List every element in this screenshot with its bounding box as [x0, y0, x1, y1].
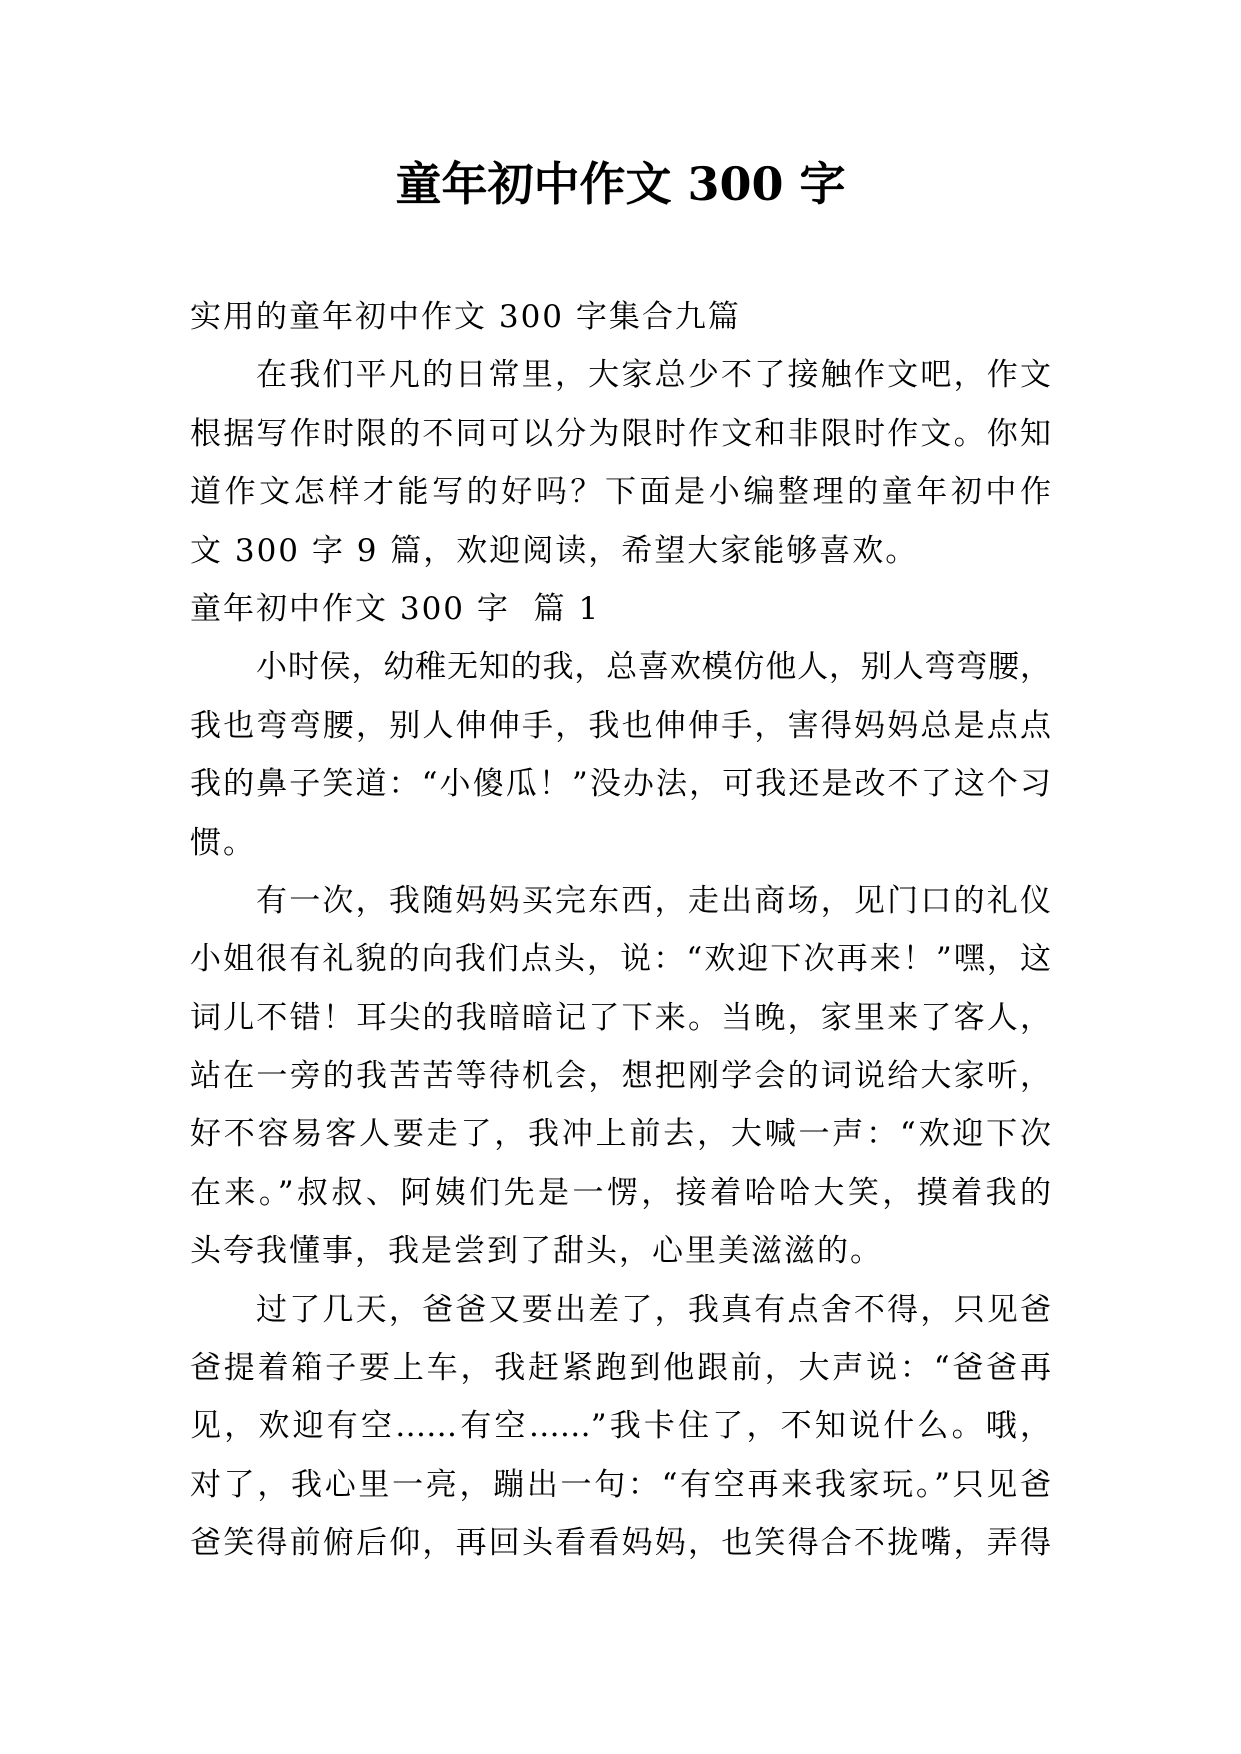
text-line: 惯。	[190, 824, 256, 861]
intro-paragraph	[190, 346, 1051, 580]
text-line: 在我们平凡的日常里，大家总少不了接触作文吧，作文	[256, 357, 1051, 394]
text-line: 站在一旁的我苦苦等待机会，想把刚学会的词说给大家听，	[190, 1058, 1051, 1095]
text-line: 爸提着箱子要上车，我赶紧跑到他跟前，大声说：“爸爸再	[190, 1350, 1051, 1387]
section-heading: 童年初中作文 300 字 篇 1	[190, 590, 601, 627]
text-line: 在来。”叔叔、阿姨们先是一愣，接着哈哈大笑，摸着我的	[190, 1174, 1051, 1211]
collection-line: 实用的童年初中作文 300 字集合九篇	[190, 299, 741, 335]
text-line: 文 300 字 9 篇，欢迎阅读，希望大家能够喜欢。	[190, 532, 919, 569]
document-body	[190, 288, 1051, 1573]
text-line: 见，欢迎有空……有空……”我卡住了，不知说什么。哦，	[190, 1408, 1051, 1445]
text-line: 我也弯弯腰，别人伸伸手，我也伸伸手，害得妈妈总是点点	[190, 707, 1051, 744]
text-line: 有一次，我随妈妈买完东西，走出商场，见门口的礼仪	[256, 882, 1051, 919]
body-paragraph-3	[190, 1281, 1051, 1573]
text-line: 头夸我懂事，我是尝到了甜头，心里美滋滋的。	[190, 1233, 883, 1270]
document-title: 童年初中作文 300 字	[395, 157, 846, 211]
text-line: 小姐很有礼貌的向我们点头，说：“欢迎下次再来！”嘿，这	[190, 941, 1051, 978]
text-line: 根据写作时限的不同可以分为限时作文和非限时作文。你知	[190, 415, 1051, 452]
text-line: 好不容易客人要走了，我冲上前去，大喊一声：“欢迎下次	[190, 1116, 1051, 1153]
text-line: 对了，我心里一亮，蹦出一句：“有空再来我家玩。”只见爸	[190, 1466, 1051, 1503]
text-line: 小时侯，幼稚无知的我，总喜欢模仿他人，别人弯弯腰，	[256, 649, 1051, 686]
body-paragraph-2	[190, 872, 1051, 1281]
text-line: 爸笑得前俯后仰，再回头看看妈妈，也笑得合不拢嘴，弄得	[190, 1525, 1051, 1562]
text-line: 道作文怎样才能写的好吗？下面是小编整理的童年初中作	[190, 474, 1051, 511]
body-paragraph-1	[190, 638, 1051, 872]
text-line: 过了几天，爸爸又要出差了，我真有点舍不得，只见爸	[256, 1291, 1051, 1328]
text-line: 我的鼻子笑道：“小傻瓜！”没办法，可我还是改不了这个习	[190, 766, 1051, 803]
text-line: 词儿不错！耳尖的我暗暗记了下来。当晚，家里来了客人，	[190, 999, 1051, 1036]
